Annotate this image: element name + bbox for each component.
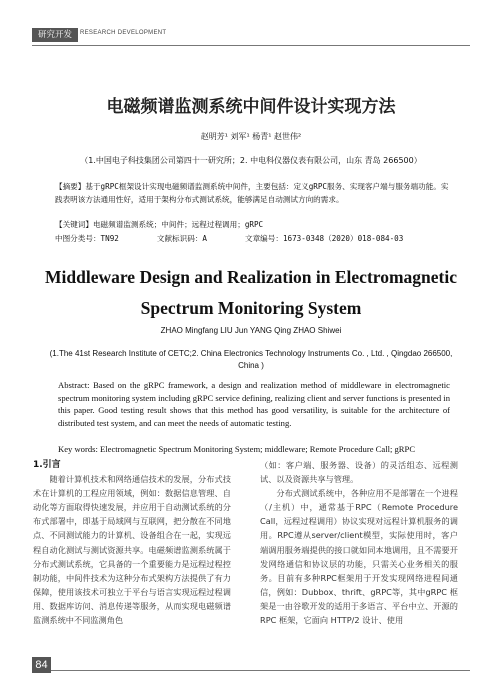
body-column-right	[260, 458, 458, 627]
section-heading: 1.引言	[33, 460, 61, 470]
title-en-line2: Spectrum Monitoring System	[140, 298, 362, 318]
section-tag: 研究开发	[32, 28, 78, 42]
title-en-line1: Middleware Design and Realization in Electromagnetic	[44, 267, 458, 287]
body-paragraph: 分布式测试系统中，各种应用不是部署在一个进程（/主机）中，通常基于RPC（Remote Procedure Call，远程过程调用）协议实现对远程计算机服务的调用。RPC遵从server/client模型，实际使用时，客户端调用服务端提供的接口就如同本地调用，且不需要开发网络通信和协议层的功能，只需关心业务相关的服务。目前有多种RPC框架用于开发实现网络进程间通信，例如：Dubbox、thrift、gRPC等，其中gRPC 框架是一由谷歌开发的适用于多语言、平台中立、开源的 RPC 框架，它面向 HTTP/2 设计、使用	[260, 488, 458, 626]
class-number: 中图分类号：TN92	[55, 234, 119, 243]
header-rule	[32, 45, 470, 46]
body-column-left	[33, 458, 231, 627]
body-paragraph: （如：客户端、服务器、设备）的灵活组态、远程测试、以及资源共享与管理。	[260, 460, 458, 485]
classification-line	[55, 233, 452, 244]
doc-code: 文献标识码：A	[156, 234, 207, 243]
paper-title-cn: 电磁频谱监测系统中间件设计实现方法	[106, 97, 396, 117]
authors-en: ZHAO Mingfang LIU Jun YANG Qing ZHAO Shiwei	[160, 326, 342, 335]
footer-rule	[51, 670, 470, 671]
affiliation-cn: （1.中国电子科技集团公司第四十一研究所；2. 中电科仪器仪表有限公司，山东 青岛 266500）	[80, 156, 422, 165]
page-number: 84	[32, 657, 51, 673]
paper-title-en	[0, 262, 502, 324]
authors-cn: 赵明芳¹ 刘军¹ 杨青¹ 赵世伟²	[200, 132, 302, 141]
affiliation-en: (1.The 41st Research Institute of CETC;2. China Electronics Technology Instruments Co. , Ltd. , Qingdao 266500, China )	[49, 349, 453, 370]
abstract-cn: 【摘要】基于gRPC框架设计实现电磁频谱监测系统中间件，主要包括：定义gRPC服务、实现客户端与服务端功能。实践表明该方法通用性好，适用于架构分布式测试系统，能够满足自动测试方向的需求。	[55, 182, 449, 204]
section-subtitle: RESEARCH DEVELOPMENT	[80, 30, 167, 36]
body-paragraph: 随着计算机技术和网络通信技术的发展，分布式技术在计算机的工程应用领域，例如：数据信息管理、自动化等方面取得快速发展，并应用于自动测试系统的分布式部署中，即基于局域网与互联网，把分散在不同地点、不同测试能力的计算机、设备组合在一起，实现远程自动化测试与测试资源共享。电磁频谱监测系统属于分布式测试系统，它具备的一个重要能力是远程过程控制功能，中间件技术为这种分布式架构方法提供了有力保障，使用该技术可独立于平台与语言实现远程过程调用、数据库访问、消息传递等服务，从而实现电磁频谱监测系统中不同监测角色	[33, 474, 231, 626]
abstract-en: Abstract: Based on the gRPC framework, a design and realization method of middleware in electromagnetic spectrum monitoring system including gRPC service defining, realizing client and server functions is presented in this paper. Good testing result shows that this method has good versatility, is suitable for the architecture of distributed test system, and can meet the needs of automatic testing.	[58, 380, 450, 428]
keywords-cn: 【关键词】电磁频谱监测系统；中间件；远程过程调用；gRPC	[55, 220, 264, 229]
article-id: 文章编号：1673-0348（2020）018-084-03	[245, 234, 404, 243]
keywords-en: Key words: Electromagnetic Spectrum Monitoring System; middleware; Remote Procedure Call; gRPC	[58, 444, 416, 454]
